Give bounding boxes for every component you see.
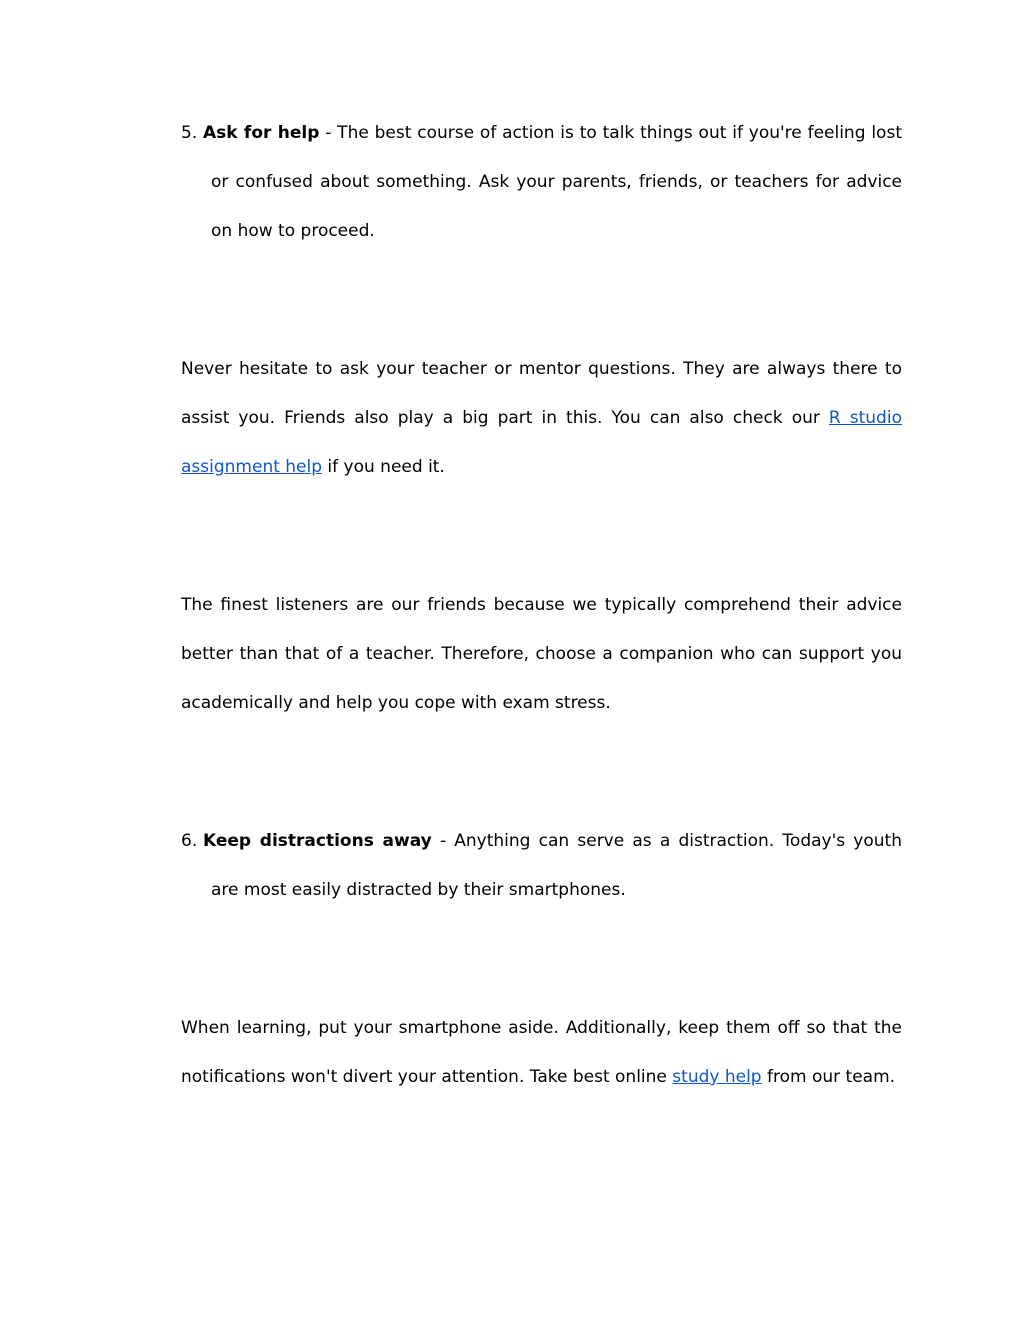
paragraph-text: When learning, put your smartphone aside. Additionally, keep them off so that the notifications won't divert your attention. Take best online (181, 1018, 902, 1087)
paragraph-friends-listeners (181, 581, 902, 728)
list-heading: Ask for help (203, 123, 320, 143)
list-item-keep-distractions-away (181, 817, 902, 915)
list-number: 5. (181, 123, 198, 143)
list-number: 6. (181, 831, 198, 851)
list-heading: Keep distractions away (203, 831, 432, 851)
r-studio-assignment-help-link[interactable]: R studio assignment help (181, 408, 902, 477)
list-text: - Anything can serve as a distraction. Today's youth are most easily distracted by their smartphones. (211, 831, 902, 900)
paragraph-text-end: if you need it. (322, 457, 445, 477)
list-text: - The best course of action is to talk things out if you're feeling lost or confused about something. Ask your parents, friends, or teachers for advice on how to proceed. (211, 123, 902, 241)
paragraph-text: Never hesitate to ask your teacher or mentor questions. They are always there to assist you. Friends also play a big part in this. You can also check our (181, 359, 902, 428)
paragraph-text: The finest listeners are our friends because we typically comprehend their advice better than that of a teacher. Therefore, choose a companion who can support you academically and help you cope with exam stress. (181, 595, 902, 713)
list-item-ask-for-help (181, 109, 902, 256)
study-help-link[interactable]: study help (672, 1067, 762, 1087)
paragraph-smartphone-aside (181, 1004, 902, 1102)
paragraph-ask-mentor (181, 345, 902, 492)
paragraph-text-end: from our team. (761, 1067, 896, 1087)
